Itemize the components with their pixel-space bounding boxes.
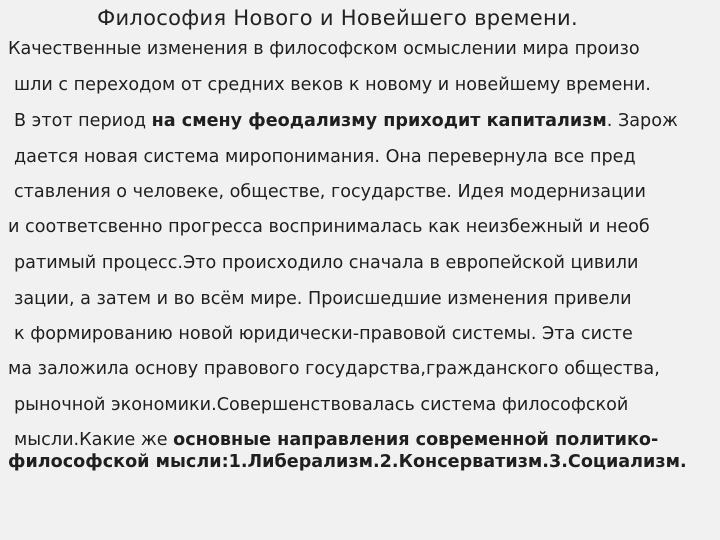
text-line-11: рыночной экономики.Совершенствовалась система философской <box>14 395 629 415</box>
text-line-6: и соответсвенно прогресса воспринималась как неизбежный и необ <box>8 217 650 237</box>
text-line-5: ставления о человеке, обществе, государстве. Идея модернизации <box>14 182 646 202</box>
text-line-3-start: В этот период <box>14 111 152 131</box>
text-line-9: к формированию новой юридически-правовой системы. Эта систе <box>14 324 633 344</box>
text-line-13-bold: философской мысли:1.Либерализм.2.Консерватизм.3.Социализм. <box>8 452 687 472</box>
text-line-12-start: мысли.Какие же <box>14 430 174 450</box>
text-line-13 <box>8 450 687 474</box>
text-line-3-end: . Зарож <box>606 111 678 131</box>
text-line-3-bold: на смену феодализму приходит капитализм <box>151 111 607 131</box>
slide-title-text: Философия Нового и Новейшего времени. <box>97 6 578 30</box>
text-line-12 <box>14 428 658 452</box>
text-line-7: ратимый процесс.Это происходило сначала в европейской цивили <box>14 253 639 273</box>
text-line-3 <box>14 109 678 133</box>
text-line-4: дается новая система миропонимания. Она перевернула все пред <box>14 147 636 167</box>
text-line-8: зации, а затем и во всём мире. Происшедшие изменения привели <box>14 289 632 309</box>
text-line-10: ма заложила основу правового государства,гражданского общества, <box>8 359 660 379</box>
text-line-12-bold: основные направления современной политико- <box>173 430 659 450</box>
text-line-2: шли с переходом от средних веков к новому и новейшему времени. <box>14 75 651 95</box>
text-line-1: Качественные изменения в философском осмыслении мира произо <box>8 39 640 59</box>
slide-title <box>0 4 720 32</box>
